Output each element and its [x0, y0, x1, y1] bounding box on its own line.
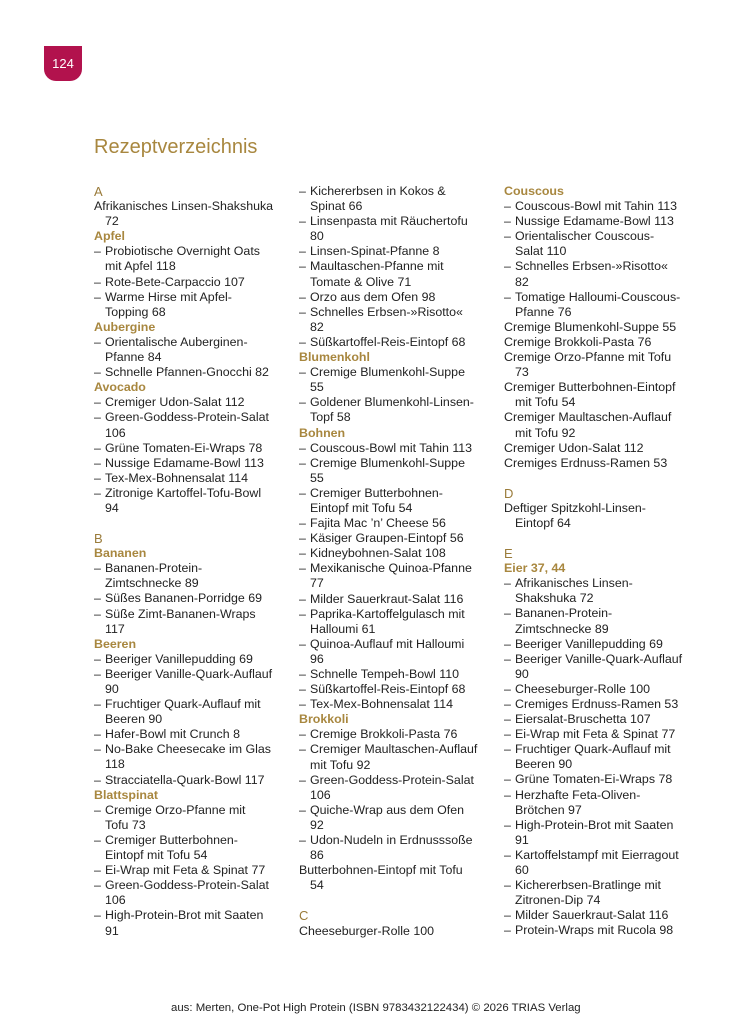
index-entry-continuation: Brötchen 97 [515, 802, 582, 817]
index-entry-continuation: Eintopf mit Tofu 54 [105, 848, 208, 863]
subheading: Eier 37, 44 [504, 561, 566, 576]
index-entry: – Milder Sauerkraut-Salat 116 [504, 908, 704, 923]
subheading: Avocado [94, 380, 146, 395]
index-entry: – Cremige Brokkoli-Pasta 76 [299, 727, 499, 742]
index-entry-continuation: 90 [515, 666, 529, 681]
index-entry: – Warme Hirse mit Apfel- [94, 290, 294, 305]
index-entry: – Stracciatella-Quark-Bowl 117 [94, 773, 294, 788]
subheading: Beeren [94, 636, 137, 651]
index-entry-continuation: mit Tofu 54 [515, 395, 576, 410]
index-entry-continuation: 90 [105, 682, 119, 696]
letter-heading: C [299, 908, 309, 924]
index-entry-continuation: Topf 58 [310, 410, 351, 425]
index-entry-continuation: 92 [310, 817, 324, 832]
index-entry: – Orzo aus dem Ofen 98 [299, 290, 499, 305]
index-entry: – Süßkartoffel-Reis-Eintopf 68 [299, 682, 499, 697]
index-entry-continuation: Beeren 90 [105, 712, 163, 727]
index-entry-continuation: Salat 110 [515, 244, 567, 259]
index-entry-continuation: Topping 68 [105, 304, 166, 319]
index-entry: – Schnelles Erbsen-»Risotto« [504, 259, 704, 274]
index-entry: – Cheeseburger-Rolle 100 [504, 682, 704, 697]
index-entry-continuation: 106 [105, 425, 126, 440]
index-entry-continuation: 55 [310, 380, 324, 395]
index-entry: Cremiger Butterbohnen-Eintopf [504, 380, 676, 395]
index-entry: Deftiger Spitzkohl-Linsen- [504, 500, 646, 515]
index-entry: – Quiche-Wrap aus dem Ofen [299, 803, 499, 818]
index-entry: – Beeriger Vanillepudding 69 [504, 637, 704, 652]
index-entry-continuation: mit Tofu 92 [310, 757, 371, 772]
index-entry-continuation: Tomate & Olive 71 [310, 274, 412, 289]
index-column-1 [94, 184, 294, 939]
index-entry-continuation: Spinat 66 [310, 199, 363, 214]
index-entry: – Udon-Nudeln in Erdnusssoße [299, 833, 499, 848]
index-entry-continuation: 118 [105, 757, 125, 772]
index-entry-continuation: Shakshuka 72 [515, 591, 594, 606]
index-entry: – Tex-Mex-Bohnensalat 114 [299, 697, 499, 712]
index-entry-continuation: 91 [105, 923, 119, 938]
index-entry: – Nussige Edamame-Bowl 113 [504, 214, 704, 229]
index-entry: – Fruchtiger Quark-Auflauf mit [504, 742, 704, 757]
index-entry-continuation: Eintopf 64 [515, 515, 571, 530]
letter-heading: D [504, 485, 514, 501]
index-entry: Cheeseburger-Rolle 100 [299, 923, 435, 938]
index-entry-continuation: Pfanne 76 [515, 304, 572, 319]
index-entry: – Couscous-Bowl mit Tahin 113 [504, 199, 704, 214]
index-entry: – Ei-Wrap mit Feta & Spinat 77 [504, 727, 704, 742]
index-entry: Cremiger Udon-Salat 112 [504, 440, 644, 455]
index-entry: – Orientalische Auberginen- [94, 335, 294, 350]
index-entry-continuation: Tofu 73 [105, 817, 146, 832]
index-entry: Butterbohnen-Eintopf mit Tofu [299, 863, 463, 878]
index-entry: – Cremiges Erdnuss-Ramen 53 [504, 697, 704, 712]
index-entry: – Green-Goddess-Protein-Salat [94, 878, 294, 893]
subheading: Brokkoli [299, 712, 349, 727]
index-entry: – Cremiger Butterbohnen- [94, 833, 294, 848]
index-column-3 [504, 184, 704, 939]
index-entry-continuation: 82 [515, 274, 529, 289]
index-entry-continuation: 55 [310, 470, 324, 485]
index-entry: – Kartoffelstampf mit Eierragout [504, 848, 704, 863]
subheading: Bananen [94, 546, 147, 561]
index-entry: – Süßkartoffel-Reis-Eintopf 68 [299, 335, 499, 350]
index-entry: – Protein-Wraps mit Rucola 98 [504, 923, 704, 938]
index-entry: – Schnelle Pfannen-Gnocchi 82 [94, 365, 294, 380]
index-entry-continuation: Beeren 90 [515, 757, 573, 772]
index-entry: – Zitronige Kartoffel-Tofu-Bowl [94, 486, 294, 501]
index-entry: – Linsenpasta mit Räuchertofu [299, 214, 499, 229]
index-entry: Afrikanisches Linsen-Shakshuka [94, 199, 274, 214]
index-entry: – Green-Goddess-Protein-Salat [299, 773, 499, 788]
letter-heading: E [504, 546, 513, 562]
index-entry: – Süße Zimt-Bananen-Wraps [94, 607, 294, 622]
index-entry: – Kichererbsen in Kokos & [299, 184, 499, 199]
letter-heading: B [94, 531, 103, 547]
index-entry: – Grüne Tomaten-Ei-Wraps 78 [504, 772, 704, 787]
index-entry: – Cremiger Maultaschen-Auflauf [299, 742, 499, 757]
index-entry-continuation: 117 [105, 621, 125, 636]
index-entry-continuation: 82 [310, 319, 324, 334]
index-entry-continuation: 86 [310, 848, 324, 863]
index-entry-continuation: 72 [105, 214, 119, 229]
index-entry: – Nussige Edamame-Bowl 113 [94, 456, 294, 471]
index-entry: – Tex-Mex-Bohnensalat 114 [94, 471, 294, 486]
index-entry: Cremiger Maultaschen-Auflauf [504, 410, 672, 425]
index-entry: Cremige Blumenkohl-Suppe 55 [504, 319, 677, 334]
subheading: Blumenkohl [299, 350, 370, 365]
index-entry: – High-Protein-Brot mit Saaten [94, 908, 294, 923]
spacer [94, 516, 294, 531]
index-entry: – Couscous-Bowl mit Tahin 113 [299, 441, 499, 456]
page-title: Rezeptverzeichnis [94, 136, 258, 158]
index-entry: – Süßes Bananen-Porridge 69 [94, 591, 294, 606]
index-entry: – Eiersalat-Bruschetta 107 [504, 712, 704, 727]
index-entry-continuation: mit Tofu 92 [515, 425, 576, 440]
index-entry: – High-Protein-Brot mit Saaten [504, 818, 704, 833]
index-entry: – Käsiger Graupen-Eintopf 56 [299, 531, 499, 546]
index-entry: – Probiotische Overnight Oats [94, 244, 294, 259]
index-entry: – Schnelles Erbsen-»Risotto« [299, 305, 499, 320]
index-entry: – Green-Goddess-Protein-Salat [94, 410, 294, 425]
index-entry: Cremiges Erdnuss-Ramen 53 [504, 455, 668, 470]
index-entry-continuation: 80 [310, 229, 324, 244]
index-entry: – Beeriger Vanillepudding 69 [94, 652, 294, 667]
index-entry: – Grüne Tomaten-Ei-Wraps 78 [94, 441, 294, 456]
index-entry: – Bananen-Protein- [94, 561, 294, 576]
index-entry: – No-Bake Cheesecake im Glas [94, 742, 294, 757]
index-entry: – Beeriger Vanille-Quark-Auflauf [504, 652, 704, 667]
index-entry-continuation: Zitronen-Dip 74 [515, 893, 601, 908]
index-entry: – Kidneybohnen-Salat 108 [299, 546, 499, 561]
index-entry-continuation: mit Apfel 118 [105, 259, 176, 274]
subheading: Apfel [94, 229, 125, 244]
index-entry-continuation: Halloumi 61 [310, 621, 376, 636]
index-entry-continuation: 106 [105, 893, 126, 908]
index-entry: – Schnelle Tempeh-Bowl 110 [299, 667, 499, 682]
index-entry: Cremige Brokkoli-Pasta 76 [504, 334, 652, 349]
index-entry: – Tomatige Halloumi-Couscous- [504, 290, 704, 305]
index-entry: – Beeriger Vanille-Quark-Auflauf [94, 667, 294, 682]
index-entry-continuation: 91 [515, 832, 529, 847]
index-entry: – Fajita Mac ’n’ Cheese 56 [299, 516, 499, 531]
index-entry: – Cremiger Udon-Salat 112 [94, 395, 294, 410]
index-entry: – Quinoa-Auflauf mit Halloumi [299, 637, 499, 652]
index-entry: – Cremiger Butterbohnen- [299, 486, 499, 501]
subheading: Couscous [504, 184, 564, 198]
index-entry: – Fruchtiger Quark-Auflauf mit [94, 697, 294, 712]
index-entry: – Milder Sauerkraut-Salat 116 [299, 592, 499, 607]
index-entry: – Ei-Wrap mit Feta & Spinat 77 [94, 863, 294, 878]
page-number-badge [44, 46, 82, 81]
index-entry-continuation: 60 [515, 863, 529, 878]
index-entry: – Afrikanisches Linsen- [504, 576, 704, 591]
index-entry-continuation: Zimtschnecke 89 [105, 576, 199, 591]
index-entry: – Mexikanische Quinoa-Pfanne [299, 561, 499, 576]
index-entry: – Cremige Blumenkohl-Suppe [299, 365, 499, 380]
spacer [299, 893, 499, 908]
index-entry-continuation: 94 [105, 500, 119, 515]
index-entry: – Herzhafte Feta-Oliven- [504, 788, 704, 803]
index-entry: – Paprika-Kartoffelgulasch mit [299, 607, 499, 622]
index-entry-continuation: 73 [515, 365, 529, 380]
subheading: Blattspinat [94, 787, 159, 802]
index-entry: – Goldener Blumenkohl-Linsen- [299, 395, 499, 410]
index-entry: – Hafer-Bowl mit Crunch 8 [94, 727, 294, 742]
index-column-2 [299, 184, 499, 939]
index-entry: – Kichererbsen-Bratlinge mit [504, 878, 704, 893]
index-entry-continuation: Zimtschnecke 89 [515, 621, 609, 636]
subheading: Aubergine [94, 319, 156, 334]
index-entry-continuation: 106 [310, 787, 331, 802]
index-entry: – Cremige Orzo-Pfanne mit [94, 803, 294, 818]
spacer [504, 531, 704, 546]
index-entry: – Maultaschen-Pfanne mit [299, 259, 499, 274]
index-entry: – Bananen-Protein- [504, 606, 704, 621]
index-entry-continuation: 54 [310, 878, 324, 893]
index-entry-continuation: Pfanne 84 [105, 350, 162, 365]
index-entry: – Rote-Bete-Carpaccio 107 [94, 275, 294, 290]
subheading: Bohnen [299, 425, 346, 440]
index-entry-continuation: 77 [310, 576, 324, 591]
index-entry-continuation: 96 [310, 651, 324, 666]
letter-heading: A [94, 184, 103, 199]
index-entry: Cremige Orzo-Pfanne mit Tofu [504, 350, 672, 365]
index-entry: – Linsen-Spinat-Pfanne 8 [299, 244, 499, 259]
index-entry: – Orientalischer Couscous- [504, 229, 704, 244]
source-footer: aus: Merten, One-Pot High Protein (ISBN 9783432122434) © 2026 TRIAS Verlag [171, 1002, 581, 1014]
index-entry-continuation: Eintopf mit Tofu 54 [310, 500, 413, 515]
spacer [504, 471, 704, 486]
page-number: 124 [52, 56, 74, 71]
index-entry: – Cremige Blumenkohl-Suppe [299, 456, 499, 471]
